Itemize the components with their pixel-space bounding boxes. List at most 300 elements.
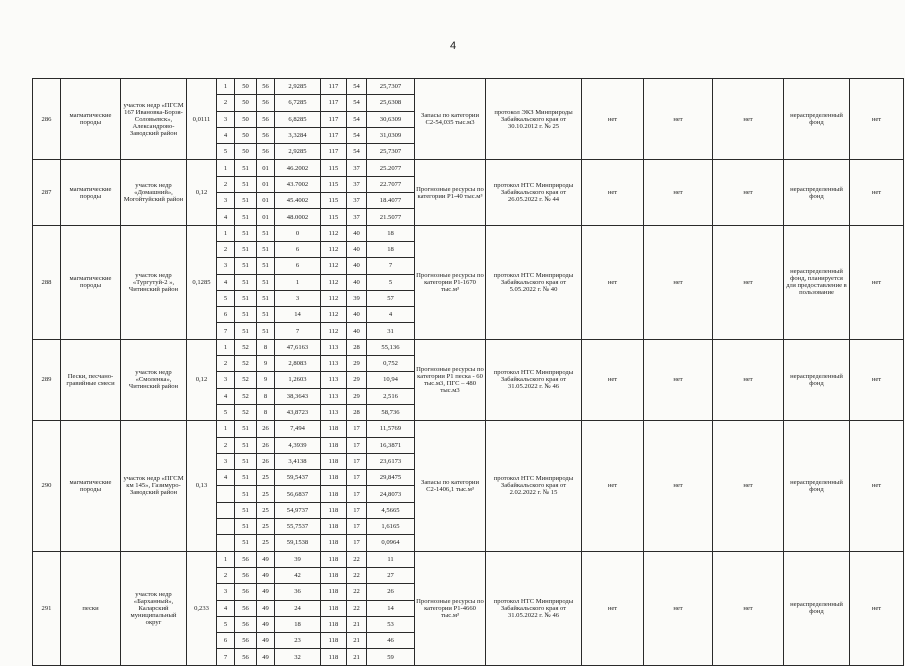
lon-sec: 31 (367, 323, 415, 339)
lat-min: 9 (257, 356, 275, 372)
lat-min: 49 (257, 584, 275, 600)
site-area: 0,0111 (187, 79, 217, 160)
lon-sec: 25.2077 (367, 160, 415, 176)
column-flag-2: нет (644, 160, 713, 225)
lat-min: 8 (257, 404, 275, 420)
lon-deg: 118 (321, 437, 347, 453)
lon-sec: 31,0309 (367, 127, 415, 143)
lat-min: 26 (257, 421, 275, 437)
lon-sec: 53 (367, 616, 415, 632)
lat-deg: 51 (235, 453, 257, 469)
lon-sec: 10,94 (367, 372, 415, 388)
mineral-type: пески (61, 551, 121, 665)
lat-min: 25 (257, 519, 275, 535)
lat-min: 51 (257, 274, 275, 290)
lon-min: 54 (347, 111, 367, 127)
column-flag-1: нет (582, 79, 644, 160)
point-number (217, 502, 235, 518)
lat-deg: 52 (235, 339, 257, 355)
site-name: участок недр «ПГСМ км 145», Газимуро-Заводский район (121, 421, 187, 551)
lon-sec: 59 (367, 649, 415, 665)
site-name: участок недр «Барханный», Каларский муниципальный округ (121, 551, 187, 665)
approval-protocol: протокол НТС Минприроды Забайкальского края от 26.05.2022 г. № 44 (486, 160, 582, 225)
table-row (33, 79, 904, 95)
column-flag-3: нет (713, 421, 784, 551)
point-number: 1 (217, 551, 235, 567)
lat-deg: 56 (235, 584, 257, 600)
lon-deg: 118 (321, 502, 347, 518)
lat-deg: 52 (235, 404, 257, 420)
lon-deg: 112 (321, 290, 347, 306)
lon-min: 54 (347, 144, 367, 160)
fund-status: нераспределенный фонд, планируется для предоставление в пользование (784, 225, 850, 339)
lat-sec: 42 (275, 567, 321, 583)
lon-min: 17 (347, 519, 367, 535)
column-flag-2: нет (644, 551, 713, 665)
lat-sec: 32 (275, 649, 321, 665)
point-number: 5 (217, 616, 235, 632)
point-number (217, 535, 235, 551)
point-number: 1 (217, 160, 235, 176)
lon-deg: 115 (321, 209, 347, 225)
site-area: 0,1285 (187, 225, 217, 339)
lat-sec: 38,3643 (275, 388, 321, 404)
point-number: 1 (217, 421, 235, 437)
lat-min: 56 (257, 127, 275, 143)
lon-min: 28 (347, 339, 367, 355)
lon-min: 21 (347, 649, 367, 665)
lon-sec: 1,6165 (367, 519, 415, 535)
lat-sec: 14 (275, 307, 321, 323)
lat-min: 49 (257, 551, 275, 567)
site-name: участок недр «Тургутуй-2 », Читинский район (121, 225, 187, 339)
lat-sec: 55,7537 (275, 519, 321, 535)
lat-min: 25 (257, 486, 275, 502)
mineral-type: Пески, песчано-гравийные смеси (61, 339, 121, 420)
point-number: 3 (217, 372, 235, 388)
lat-deg: 51 (235, 535, 257, 551)
record-number: 287 (33, 160, 61, 225)
lat-deg: 51 (235, 470, 257, 486)
point-number: 2 (217, 567, 235, 583)
lon-sec: 55,136 (367, 339, 415, 355)
lat-sec: 46.2002 (275, 160, 321, 176)
site-name: участок недр «Смоленка», Читинский район (121, 339, 187, 420)
mineral-type: магматические породы (61, 225, 121, 339)
point-number: 2 (217, 356, 235, 372)
lat-min: 49 (257, 633, 275, 649)
fund-status: нераспределенный фонд (784, 551, 850, 665)
column-flag-1: нет (582, 160, 644, 225)
lat-min: 25 (257, 535, 275, 551)
reserves-category: Прогнозные ресурсы по категории P1-4660 тыс.м³ (415, 551, 486, 665)
lon-min: 29 (347, 372, 367, 388)
lon-min: 17 (347, 486, 367, 502)
table-row (33, 421, 904, 437)
lon-deg: 118 (321, 486, 347, 502)
lon-deg: 115 (321, 160, 347, 176)
lat-min: 25 (257, 502, 275, 518)
lon-min: 17 (347, 421, 367, 437)
table-row (33, 551, 904, 567)
lon-deg: 118 (321, 535, 347, 551)
lat-sec: 48.0002 (275, 209, 321, 225)
lon-min: 21 (347, 616, 367, 632)
column-flag-3: нет (713, 339, 784, 420)
lat-sec: 56,6837 (275, 486, 321, 502)
lon-sec: 7 (367, 258, 415, 274)
record-number: 290 (33, 421, 61, 551)
lat-min: 8 (257, 388, 275, 404)
lat-deg: 51 (235, 437, 257, 453)
lat-deg: 51 (235, 241, 257, 257)
column-flag-1: нет (582, 421, 644, 551)
site-name: участок недр «Домашний», Могойтуйский район (121, 160, 187, 225)
column-flag-last: нет (850, 339, 904, 420)
lat-deg: 50 (235, 111, 257, 127)
registry-body (33, 79, 904, 666)
lat-sec: 7 (275, 323, 321, 339)
site-area: 0,233 (187, 551, 217, 665)
lat-deg: 56 (235, 567, 257, 583)
lat-sec: 59,1538 (275, 535, 321, 551)
point-number (217, 519, 235, 535)
lat-min: 49 (257, 567, 275, 583)
lat-deg: 52 (235, 372, 257, 388)
point-number: 4 (217, 600, 235, 616)
lon-deg: 113 (321, 372, 347, 388)
lat-min: 26 (257, 437, 275, 453)
lon-min: 40 (347, 274, 367, 290)
point-number: 3 (217, 453, 235, 469)
lat-deg: 56 (235, 649, 257, 665)
lon-min: 40 (347, 307, 367, 323)
column-flag-last: нет (850, 79, 904, 160)
lat-deg: 51 (235, 160, 257, 176)
column-flag-1: нет (582, 225, 644, 339)
lat-sec: 24 (275, 600, 321, 616)
approval-protocol: протокол НТС Минприроды Забайкальского края от 5.05.2022 г. № 40 (486, 225, 582, 339)
lat-sec: 43,8723 (275, 404, 321, 420)
lat-min: 56 (257, 79, 275, 95)
column-flag-2: нет (644, 225, 713, 339)
lon-min: 22 (347, 551, 367, 567)
lat-deg: 51 (235, 274, 257, 290)
lat-min: 26 (257, 453, 275, 469)
table-row (33, 160, 904, 176)
lat-deg: 51 (235, 421, 257, 437)
reserves-category: Прогнозные ресурсы по категории P1 песка - 60 тыс.м3, ПГС – 480 тыс.м3 (415, 339, 486, 420)
lon-min: 37 (347, 160, 367, 176)
column-flag-last: нет (850, 160, 904, 225)
lat-min: 01 (257, 209, 275, 225)
lat-deg: 51 (235, 519, 257, 535)
lon-sec: 4 (367, 307, 415, 323)
lat-min: 49 (257, 649, 275, 665)
lat-sec: 3,3284 (275, 127, 321, 143)
lon-sec: 18 (367, 225, 415, 241)
lat-deg: 51 (235, 290, 257, 306)
lat-sec: 59,5437 (275, 470, 321, 486)
lat-deg: 50 (235, 127, 257, 143)
lat-sec: 7,494 (275, 421, 321, 437)
lat-min: 51 (257, 290, 275, 306)
lon-sec: 14 (367, 600, 415, 616)
lat-sec: 39 (275, 551, 321, 567)
lon-deg: 117 (321, 95, 347, 111)
lat-min: 51 (257, 323, 275, 339)
point-number: 4 (217, 209, 235, 225)
lat-deg: 56 (235, 633, 257, 649)
lon-sec: 26 (367, 584, 415, 600)
lon-sec: 5 (367, 274, 415, 290)
lon-sec: 24,8073 (367, 486, 415, 502)
lat-min: 51 (257, 307, 275, 323)
lon-deg: 118 (321, 633, 347, 649)
lon-deg: 112 (321, 307, 347, 323)
column-flag-3: нет (713, 160, 784, 225)
lat-deg: 56 (235, 551, 257, 567)
lon-min: 17 (347, 535, 367, 551)
point-number: 2 (217, 241, 235, 257)
lon-min: 17 (347, 437, 367, 453)
lon-min: 40 (347, 225, 367, 241)
lon-min: 54 (347, 127, 367, 143)
point-number: 4 (217, 127, 235, 143)
lat-deg: 50 (235, 95, 257, 111)
lon-sec: 18 (367, 241, 415, 257)
lon-deg: 118 (321, 649, 347, 665)
point-number: 4 (217, 470, 235, 486)
approval-protocol: протокол НТС Минприроды Забайкальского края от 31.05.2022 г. № 46 (486, 551, 582, 665)
lon-deg: 118 (321, 421, 347, 437)
point-number: 7 (217, 649, 235, 665)
approval-protocol: протокол НТС Минприроды Забайкальского края от 31.05.2022 г. № 46 (486, 339, 582, 420)
lon-min: 29 (347, 388, 367, 404)
column-flag-2: нет (644, 79, 713, 160)
point-number: 3 (217, 584, 235, 600)
lon-sec: 18.4077 (367, 193, 415, 209)
record-number: 286 (33, 79, 61, 160)
lat-sec: 3 (275, 290, 321, 306)
lon-min: 54 (347, 95, 367, 111)
point-number: 3 (217, 258, 235, 274)
lon-deg: 118 (321, 616, 347, 632)
lat-sec: 6,7285 (275, 95, 321, 111)
lat-deg: 50 (235, 144, 257, 160)
lon-deg: 112 (321, 258, 347, 274)
lat-deg: 52 (235, 388, 257, 404)
lon-deg: 115 (321, 193, 347, 209)
point-number: 2 (217, 176, 235, 192)
fund-status: нераспределенный фонд (784, 421, 850, 551)
lat-min: 56 (257, 144, 275, 160)
lon-deg: 118 (321, 551, 347, 567)
point-number: 1 (217, 339, 235, 355)
lon-sec: 2,516 (367, 388, 415, 404)
column-flag-last: нет (850, 225, 904, 339)
lon-sec: 11 (367, 551, 415, 567)
lat-deg: 56 (235, 616, 257, 632)
lat-sec: 4,3939 (275, 437, 321, 453)
point-number: 1 (217, 225, 235, 241)
point-number: 1 (217, 79, 235, 95)
lat-min: 56 (257, 95, 275, 111)
reserves-category: Прогнозные ресурсы по категории P1-1670 тыс.м³ (415, 225, 486, 339)
point-number (217, 486, 235, 502)
lat-sec: 45.4002 (275, 193, 321, 209)
reserves-category: Прогнозные ресурсы по категории P1-40 тыс.м³ (415, 160, 486, 225)
point-number: 5 (217, 144, 235, 160)
point-number: 2 (217, 95, 235, 111)
fund-status: нераспределенный фонд (784, 160, 850, 225)
lon-deg: 113 (321, 339, 347, 355)
column-flag-1: нет (582, 339, 644, 420)
point-number: 6 (217, 633, 235, 649)
lon-min: 22 (347, 584, 367, 600)
lat-sec: 2,8083 (275, 356, 321, 372)
column-flag-3: нет (713, 79, 784, 160)
lat-sec: 36 (275, 584, 321, 600)
column-flag-last: нет (850, 421, 904, 551)
column-flag-last: нет (850, 551, 904, 665)
lon-min: 54 (347, 79, 367, 95)
record-number: 291 (33, 551, 61, 665)
lat-sec: 47,6163 (275, 339, 321, 355)
lon-min: 21 (347, 633, 367, 649)
column-flag-3: нет (713, 551, 784, 665)
lat-min: 51 (257, 258, 275, 274)
point-number: 3 (217, 111, 235, 127)
lat-min: 25 (257, 470, 275, 486)
lon-sec: 58,736 (367, 404, 415, 420)
point-number: 7 (217, 323, 235, 339)
lon-sec: 0,0964 (367, 535, 415, 551)
record-number: 289 (33, 339, 61, 420)
lon-min: 37 (347, 209, 367, 225)
lon-deg: 117 (321, 79, 347, 95)
lat-sec: 2,9285 (275, 79, 321, 95)
lat-min: 49 (257, 616, 275, 632)
lon-min: 40 (347, 323, 367, 339)
lat-sec: 3,4138 (275, 453, 321, 469)
lat-min: 01 (257, 160, 275, 176)
approval-protocol: протокол НТС Минприроды Забайкальского края от 2.02.2022 г. № 15 (486, 421, 582, 551)
lon-sec: 29,8475 (367, 470, 415, 486)
lon-deg: 118 (321, 567, 347, 583)
lon-sec: 25,7307 (367, 79, 415, 95)
lon-deg: 112 (321, 241, 347, 257)
lon-sec: 46 (367, 633, 415, 649)
site-area: 0,12 (187, 160, 217, 225)
lon-sec: 25,6308 (367, 95, 415, 111)
lat-min: 56 (257, 111, 275, 127)
point-number: 3 (217, 193, 235, 209)
lon-sec: 11,5769 (367, 421, 415, 437)
lon-sec: 30,6309 (367, 111, 415, 127)
mineral-type: магматические породы (61, 79, 121, 160)
lat-min: 49 (257, 600, 275, 616)
lon-min: 17 (347, 502, 367, 518)
fund-status: нераспределенный фонд (784, 339, 850, 420)
column-flag-2: нет (644, 339, 713, 420)
lon-deg: 117 (321, 111, 347, 127)
lon-deg: 118 (321, 453, 347, 469)
point-number: 5 (217, 404, 235, 420)
lon-min: 37 (347, 193, 367, 209)
point-number: 6 (217, 307, 235, 323)
lon-sec: 25,7307 (367, 144, 415, 160)
lon-min: 28 (347, 404, 367, 420)
lon-deg: 118 (321, 584, 347, 600)
lat-deg: 51 (235, 502, 257, 518)
point-number: 2 (217, 437, 235, 453)
lon-deg: 113 (321, 356, 347, 372)
lon-sec: 0,752 (367, 356, 415, 372)
lon-min: 22 (347, 567, 367, 583)
lon-deg: 117 (321, 127, 347, 143)
lat-deg: 51 (235, 486, 257, 502)
lon-min: 22 (347, 600, 367, 616)
table-row (33, 339, 904, 355)
mineral-type: магматические породы (61, 160, 121, 225)
lon-sec: 23,6173 (367, 453, 415, 469)
lon-min: 37 (347, 176, 367, 192)
fund-status: нераспределенный фонд (784, 79, 850, 160)
lat-min: 51 (257, 241, 275, 257)
lon-deg: 113 (321, 404, 347, 420)
page-number: 4 (450, 40, 457, 52)
lon-deg: 112 (321, 225, 347, 241)
lon-sec: 16,3871 (367, 437, 415, 453)
lon-sec: 22.7077 (367, 176, 415, 192)
lat-sec: 43.7002 (275, 176, 321, 192)
column-flag-1: нет (582, 551, 644, 665)
lat-sec: 2,9285 (275, 144, 321, 160)
lat-sec: 6,8285 (275, 111, 321, 127)
lon-min: 17 (347, 453, 367, 469)
record-number: 288 (33, 225, 61, 339)
lat-deg: 51 (235, 323, 257, 339)
lon-deg: 117 (321, 144, 347, 160)
lat-deg: 51 (235, 193, 257, 209)
site-name: участок недр «ПГСМ 167 Ивановка-Борзя-Соловьевск», Александрово-Заводский район (121, 79, 187, 160)
lon-min: 39 (347, 290, 367, 306)
lat-min: 9 (257, 372, 275, 388)
lon-deg: 113 (321, 388, 347, 404)
lon-sec: 27 (367, 567, 415, 583)
lon-deg: 118 (321, 470, 347, 486)
lat-sec: 6 (275, 241, 321, 257)
lat-sec: 1 (275, 274, 321, 290)
reserves-category: Запасы по категории C2-54,035 тыс.м3 (415, 79, 486, 160)
lat-deg: 51 (235, 209, 257, 225)
lat-deg: 50 (235, 79, 257, 95)
lat-deg: 51 (235, 225, 257, 241)
lat-min: 01 (257, 193, 275, 209)
lon-min: 40 (347, 241, 367, 257)
subsoil-registry-table (32, 78, 904, 666)
lat-deg: 51 (235, 258, 257, 274)
lat-deg: 56 (235, 600, 257, 616)
lon-deg: 118 (321, 519, 347, 535)
approval-protocol: протокол ЭКЗ Минприроды Забайкальского края от 30.10.2012 г. № 25 (486, 79, 582, 160)
lat-sec: 1,2603 (275, 372, 321, 388)
lat-min: 01 (257, 176, 275, 192)
column-flag-3: нет (713, 225, 784, 339)
lon-min: 29 (347, 356, 367, 372)
lat-sec: 18 (275, 616, 321, 632)
